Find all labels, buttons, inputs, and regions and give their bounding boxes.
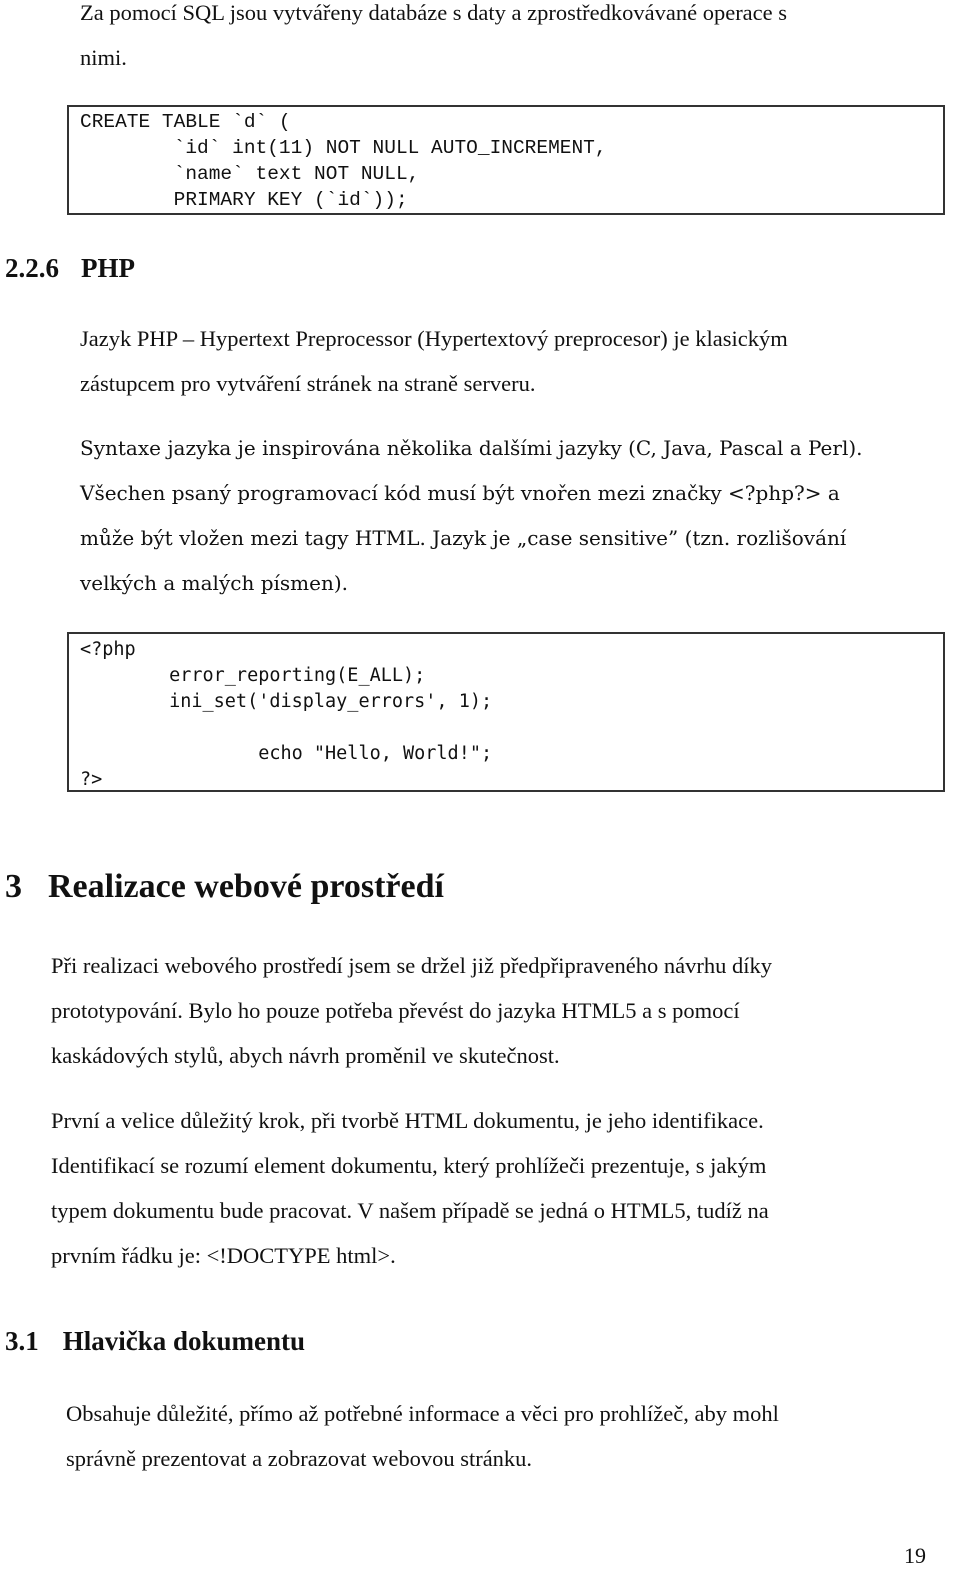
page-number: 19 bbox=[904, 1543, 926, 1568]
php-paragraph-1 bbox=[80, 316, 930, 406]
section-title: Realizace webové prostředí bbox=[48, 868, 444, 905]
section-number: 2.2.6 bbox=[5, 253, 59, 283]
section-number: 3.1 bbox=[5, 1326, 39, 1356]
section-title: Hlavička dokumentu bbox=[62, 1326, 306, 1356]
php-code: <?php error_reporting(E_ALL); ini_set('display_errors', 1); echo "Hello, World!"; ?> bbox=[80, 639, 493, 790]
intro-paragraph bbox=[80, 0, 930, 80]
text-line: Syntaxe jazyka je inspirována několika dalšími jazyky (C, Java, Pascal a Perl). bbox=[80, 436, 863, 460]
text-line: nimi. bbox=[80, 45, 127, 70]
text-line: Obsahuje důležité, přímo až potřebné informace a věci pro prohlížeč, aby mohl bbox=[66, 1401, 779, 1426]
php-paragraph-2 bbox=[80, 426, 930, 606]
section-number: 3 bbox=[5, 868, 22, 905]
text-line: velkých a malých písmen). bbox=[80, 571, 348, 595]
text-line: Jazyk PHP – Hypertext Preprocessor (Hypertextový preprocesor) je klasickým bbox=[80, 326, 788, 351]
text-line: Všechen psaný programovací kód musí být vnořen mezi značky <?php?> a bbox=[80, 481, 840, 505]
text-line: prototypování. Bylo ho pouze potřeba převést do jazyka HTML5 a s pomocí bbox=[51, 998, 740, 1023]
text-line: kaskádových stylů, abych návrh proměnil ve skutečnost. bbox=[51, 1043, 560, 1068]
text-line: prvním řádku je: <!DOCTYPE html>. bbox=[51, 1243, 396, 1268]
section-heading-hlavicka bbox=[5, 1326, 305, 1357]
sql-code: CREATE TABLE `d` ( `id` int(11) NOT NULL AUTO_INCREMENT, `name` text NOT NULL, PRIMARY KEY (`id`)); bbox=[80, 111, 607, 211]
text-line: typem dokumentu bude pracovat. V našem případě se jedná o HTML5, tudíž na bbox=[51, 1198, 769, 1223]
text-line: Identifikací se rozumí element dokumentu, který prohlížeči prezentuje, s jakým bbox=[51, 1153, 767, 1178]
section-heading-realizace bbox=[5, 868, 444, 906]
text-line: Při realizaci webového prostředí jsem se držel již předpřipraveného návrhu díky bbox=[51, 953, 772, 978]
section-heading-php bbox=[5, 253, 135, 284]
text-line: zástupcem pro vytváření stránek na straně serveru. bbox=[80, 371, 536, 396]
text-line: První a velice důležitý krok, při tvorbě HTML dokumentu, je jeho identifikace. bbox=[51, 1108, 764, 1133]
text-line: může být vložen mezi tagy HTML. Jazyk je „case sensitive” (tzn. rozlišování bbox=[80, 526, 847, 550]
realizace-paragraph-1 bbox=[51, 943, 930, 1078]
hlavicka-paragraph-1 bbox=[66, 1391, 930, 1481]
section-title: PHP bbox=[81, 253, 135, 283]
text-line: správně prezentovat a zobrazovat webovou stránku. bbox=[66, 1446, 533, 1471]
text-line: Za pomocí SQL jsou vytvářeny databáze s daty a zprostředkovávané operace s bbox=[80, 0, 788, 25]
realizace-paragraph-2 bbox=[51, 1098, 930, 1278]
